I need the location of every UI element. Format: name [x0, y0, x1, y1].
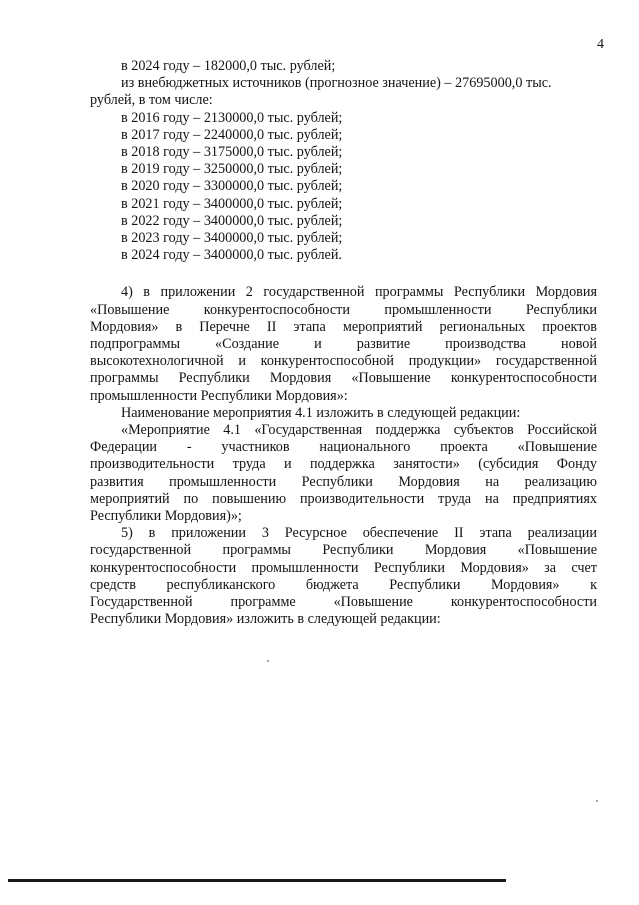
- text-line: «Мероприятие 4.1 «Государственная поддержка субъектов Российской: [121, 422, 597, 439]
- paragraph-gap: [90, 264, 597, 284]
- text-line: высокотехнологичной и конкурентоспособной продукции» государственной: [90, 353, 597, 370]
- text-line: промышленности Республики Мордовия»:: [90, 387, 348, 404]
- text-line: «Повышение конкурентоспособности промышленности Республики: [90, 301, 597, 318]
- amendments-block: [90, 284, 597, 628]
- scan-speck: [267, 660, 269, 662]
- text-line: программы Республики Мордовия «Повышение конкурентоспособности: [90, 370, 597, 387]
- text-line: в 2017 году – 2240000,0 тыс. рублей;: [121, 126, 343, 143]
- text-line: подпрограммы «Создание и развитие производства новой: [90, 336, 597, 353]
- text-line: из внебюджетных источников (прогнозное значение) – 27695000,0 тыс.: [121, 75, 552, 92]
- text-line: в 2020 году – 3300000,0 тыс. рублей;: [121, 178, 343, 195]
- page-number: 4: [597, 37, 604, 52]
- text-line: в 2022 году – 3400000,0 тыс. рублей;: [121, 212, 343, 229]
- text-line: в 2016 году – 2130000,0 тыс. рублей;: [121, 109, 343, 126]
- text-line: в 2024 году – 3400000,0 тыс. рублей.: [121, 247, 342, 264]
- text-line: в 2019 году – 3250000,0 тыс. рублей;: [121, 161, 343, 178]
- text-line: Федерации - участников национального проекта «Повышение: [90, 439, 597, 456]
- scan-edge-line: [8, 879, 506, 882]
- text-line: в 2018 году – 3175000,0 тыс. рублей;: [121, 144, 343, 161]
- text-line: в 2023 году – 3400000,0 тыс. рублей;: [121, 230, 343, 247]
- text-line: Государственной программе «Повышение конкурентоспособности: [90, 594, 597, 611]
- text-line: в 2024 году – 182000,0 тыс. рублей;: [121, 58, 336, 74]
- text-line: рублей, в том числе:: [90, 92, 213, 109]
- text-line: Мордовия» в Перечне II этапа мероприятий региональных проектов: [90, 318, 597, 335]
- document-body: [90, 58, 597, 629]
- scan-speck: [596, 800, 598, 802]
- text-line: Наименование мероприятия 4.1 изложить в следующей редакции:: [121, 404, 521, 421]
- text-line: в 2021 году – 3400000,0 тыс. рублей;: [121, 195, 343, 212]
- text-line: конкурентоспособности промышленности Республики Мордовия» за счет: [90, 559, 597, 576]
- text-line: средств республиканского бюджета Республики Мордовия» к: [90, 576, 597, 593]
- text-line: производительности труда и поддержка занятости» (субсидия Фонду: [90, 456, 597, 473]
- text-line: 5) в приложении 3 Ресурсное обеспечение II этапа реализации: [121, 525, 597, 542]
- text-line: Республики Мордовия» изложить в следующей редакции:: [90, 611, 441, 628]
- text-line: 4) в приложении 2 государственной программы Республики Мордовия: [121, 284, 597, 301]
- text-line: развития промышленности Республики Мордовия на реализацию: [90, 473, 597, 490]
- text-line: Республики Мордовия)»;: [90, 508, 242, 525]
- funding-block: [90, 58, 597, 264]
- text-line: мероприятий по повышению производительности труда на предприятиях: [90, 490, 597, 507]
- text-line: государственной программы Республики Мордовия «Повышение: [90, 542, 597, 559]
